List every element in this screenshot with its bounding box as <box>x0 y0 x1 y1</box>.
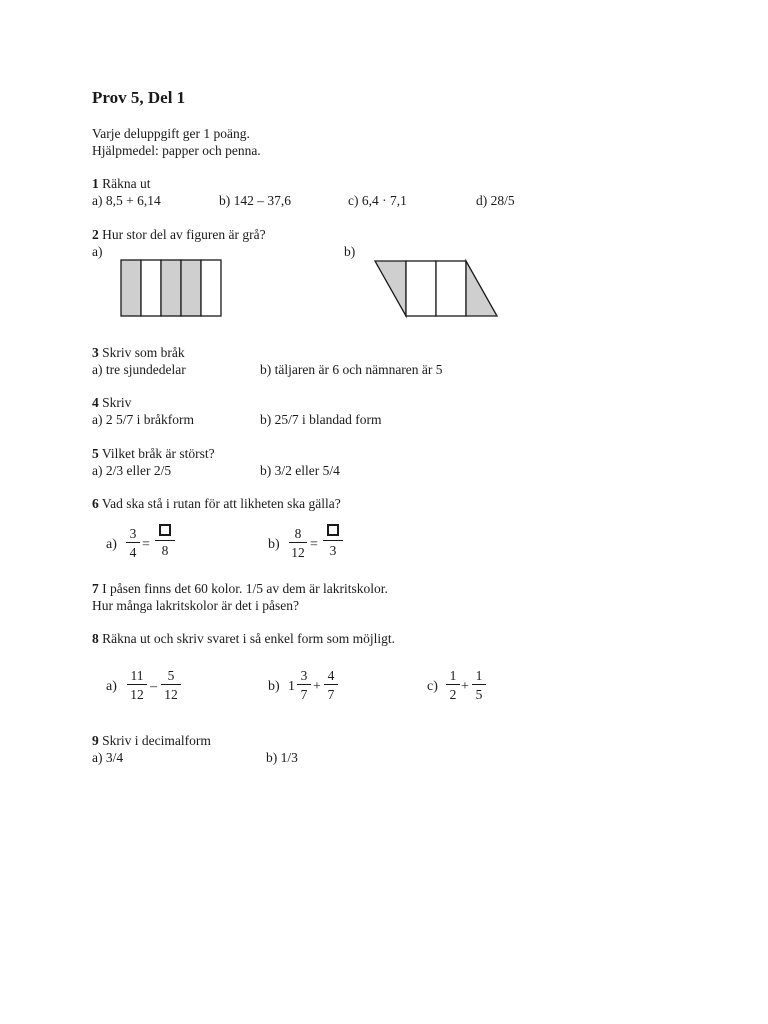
question-4-part-b: b) 25/7 i blandad form <box>260 412 382 427</box>
question-text: Vad ska stå i rutan för att likheten ska gälla? <box>101 496 341 511</box>
fraction <box>297 668 311 702</box>
question-8-heading <box>92 631 395 647</box>
figure-b-square <box>436 261 466 316</box>
question-number: 6 <box>92 496 99 511</box>
empty-answer-box <box>327 524 339 536</box>
minus-sign: – <box>150 679 157 694</box>
fraction <box>446 668 460 702</box>
question-1-part-d: d) 28/5 <box>476 193 515 208</box>
question-9-part-a: a) 3/4 <box>92 750 124 765</box>
plus-sign: + <box>313 679 321 694</box>
question-5-part-a: a) 2/3 eller 2/5 <box>92 463 172 478</box>
question-number: 1 <box>92 176 99 191</box>
question-3-part-a: a) tre sjundedelar <box>92 362 186 377</box>
figure-a-strip-shaded <box>181 260 201 316</box>
question-1-heading <box>92 176 151 192</box>
question-number: 8 <box>92 631 99 646</box>
fraction-bar <box>155 540 175 541</box>
question-text: Hur stor del av figuren är grå? <box>102 227 266 242</box>
question-text: I påsen finns det 60 kolor. 1/5 av dem är lakritskolor. <box>102 581 388 596</box>
fraction-with-box <box>323 524 343 558</box>
question-number: 4 <box>92 395 99 410</box>
denominator: 12 <box>130 687 144 702</box>
fraction-bar <box>323 540 343 541</box>
denominator: 7 <box>300 687 308 702</box>
denominator: 12 <box>291 545 305 560</box>
figure-a-strip <box>201 260 221 316</box>
intro-line-2: Hjälpmedel: papper och penna. <box>92 143 261 158</box>
denominator: 2 <box>449 687 457 702</box>
page-title: Prov 5, Del 1 <box>92 88 186 107</box>
question-text: Räkna ut <box>102 176 151 191</box>
figure-b-right-triangle-shaded <box>466 261 497 316</box>
question-8-label-b: b) <box>268 679 280 694</box>
denominator: 4 <box>129 545 137 560</box>
figure-b-left-triangle-shaded <box>375 261 406 316</box>
fraction-bar <box>161 684 181 685</box>
question-5-part-b: b) 3/2 eller 5/4 <box>260 463 340 478</box>
question-6-heading <box>92 496 341 512</box>
denominator: 5 <box>475 687 483 702</box>
question-6-label-b: b) <box>268 537 280 552</box>
figure-b-square <box>406 261 436 316</box>
intro-line-1: Varje deluppgift ger 1 poäng. <box>92 126 250 141</box>
question-text: Skriv som bråk <box>102 345 185 360</box>
question-8-label-c: c) <box>427 679 438 694</box>
numerator: 1 <box>449 668 457 683</box>
denominator: 8 <box>161 543 169 558</box>
question-number: 2 <box>92 227 99 242</box>
figure-a-strip <box>141 260 161 316</box>
numerator-box <box>155 524 175 539</box>
fraction-bar <box>289 542 307 543</box>
question-7-line-2: Hur många lakritskolor är det i påsen? <box>92 598 299 613</box>
question-5-heading <box>92 446 215 462</box>
numerator-box <box>323 524 343 539</box>
fraction-with-box <box>155 524 175 558</box>
question-6-label-a: a) <box>106 537 117 552</box>
question-number: 7 <box>92 581 99 596</box>
numerator: 3 <box>129 526 137 541</box>
plus-sign: + <box>461 679 469 694</box>
question-4-part-a: a) 2 5/7 i bråkform <box>92 412 194 427</box>
question-text: Räkna ut och skriv svaret i så enkel form som möjligt. <box>102 631 395 646</box>
empty-answer-box <box>159 524 171 536</box>
whole-number: 1 <box>288 679 295 694</box>
fraction-bar <box>126 542 140 543</box>
question-1-part-c: c) 6,4 · 7,1 <box>348 193 407 208</box>
fraction <box>289 526 307 560</box>
numerator: 5 <box>167 668 175 683</box>
numerator: 11 <box>130 668 144 683</box>
equals-sign: = <box>310 537 318 552</box>
figure-a-strip-shaded <box>121 260 141 316</box>
fraction <box>472 668 486 702</box>
question-3-part-b: b) täljaren är 6 och nämnaren är 5 <box>260 362 443 377</box>
fraction-bar <box>127 684 147 685</box>
denominator: 12 <box>164 687 178 702</box>
fraction <box>126 526 140 560</box>
question-1-part-a: a) 8,5 + 6,14 <box>92 193 161 208</box>
equals-sign: = <box>142 537 150 552</box>
fraction <box>324 668 338 702</box>
fraction-bar <box>472 684 486 685</box>
numerator: 8 <box>294 526 302 541</box>
question-3-heading <box>92 345 185 361</box>
fraction-bar <box>324 684 338 685</box>
question-9-heading <box>92 733 211 749</box>
question-text: Skriv i decimalform <box>102 733 211 748</box>
denominator: 3 <box>329 543 337 558</box>
question-text: Vilket bråk är störst? <box>101 446 215 461</box>
question-number: 3 <box>92 345 99 360</box>
fraction <box>127 668 147 702</box>
question-2-label-a: a) <box>92 244 103 259</box>
figure-a-strip-shaded <box>161 260 181 316</box>
denominator: 7 <box>327 687 335 702</box>
question-4-heading <box>92 395 131 411</box>
question-8-label-a: a) <box>106 679 117 694</box>
question-number: 9 <box>92 733 99 748</box>
question-text: Skriv <box>102 395 132 410</box>
question-7-line-1 <box>92 581 388 597</box>
numerator: 3 <box>300 668 308 683</box>
question-1-part-b: b) 142 – 37,6 <box>219 193 291 208</box>
numerator: 4 <box>327 668 335 683</box>
fraction-bar <box>446 684 460 685</box>
question-2-heading <box>92 227 266 243</box>
question-2-label-b: b) <box>344 244 356 259</box>
figure-b-parallelogram <box>372 258 502 320</box>
numerator: 1 <box>475 668 483 683</box>
fraction <box>161 668 181 702</box>
figure-a-rectangle <box>118 257 224 319</box>
question-9-part-b: b) 1/3 <box>266 750 298 765</box>
fraction-bar <box>297 684 311 685</box>
question-number: 5 <box>92 446 99 461</box>
